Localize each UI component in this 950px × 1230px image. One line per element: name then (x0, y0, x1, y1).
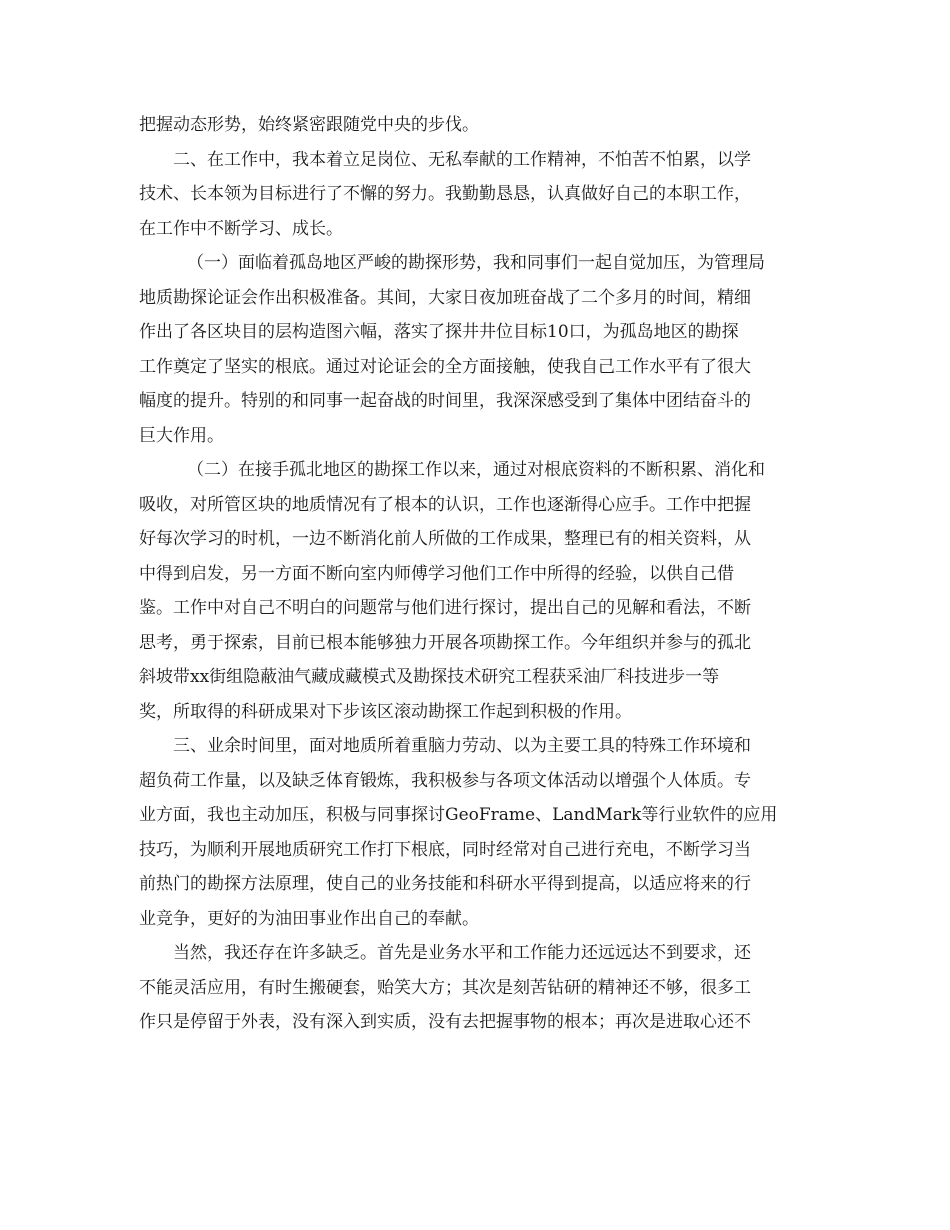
text-line: 幅度的提升。特别的和同事一起奋战的时间里，我深深感受到了集体中团结奋斗的 (139, 391, 751, 411)
text-line: 地质勘探论证会作出积极准备。其间，大家日夜加班奋战了二个多月的时间，精细 (139, 287, 751, 308)
paragraph-4-start: 当然，我还存在许多缺乏。首先是业务水平和工作能力还远远达不到要求，还 (173, 943, 751, 963)
text-line: 技术、长本领为目标进行了不懈的努力。我勤勤恳恳，认真做好自己的本职工作， (139, 184, 751, 204)
text-line: 作只是停留于外表，没有深入到实质，没有去把握事物的根本；再次是进取心还不 (139, 1012, 751, 1032)
paragraph-2-start: 二、在工作中，我本着立足岗位、无私奉献的工作精神，不怕苦不怕累，以学 (173, 149, 751, 170)
text-line: 工作奠定了坚实的根底。通过对论证会的全方面接触，使我自己工作水平有了很大 (139, 356, 751, 377)
text-line: 在工作中不断学习、成长。 (139, 218, 343, 239)
paragraph-3-start: 三、业余时间里，面对地质所着重脑力劳动、以为主要工具的特殊工作环境和 (173, 736, 751, 756)
text-line: 斜坡带xx街组隐蔽油气藏成藏模式及勘探技术研究工程获采油厂科技进步一等 (139, 667, 720, 687)
text-line: 鉴。工作中对自己不明白的问题常与他们进行探讨，提出自己的见解和看法，不断 (139, 598, 751, 618)
text-line: 吸收，对所管区块的地质情况有了根本的认识，工作也逐渐得心应手。工作中把握 (139, 494, 751, 515)
document-body (139, 108, 814, 1040)
text-line: 中得到启发，另一方面不断向室内师傅学习他们工作中所得的经验，以供自己借 (139, 563, 734, 584)
text-line: 好每次学习的时机，一边不断消化前人所做的工作成果，整理已有的相关资料，从 (139, 529, 751, 549)
subsection-2-start: （二）在接手孤北地区的勘探工作以来，通过对根底资料的不断积累、消化和 (187, 460, 765, 480)
text-line: 业方面，我也主动加压，积极与同事探讨GeoFrame、LandMark等行业软件的应用 (139, 805, 778, 825)
text-line: 奖，所取得的科研成果对下步该区滚动勘探工作起到积极的作用。 (139, 701, 632, 722)
text-line: 超负荷工作量，以及缺乏体育锻炼，我积极参与各项文体活动以增强个人体质。专 (139, 770, 751, 791)
text-line: 把握动态形势，始终紧密跟随党中央的步伐。 (139, 115, 479, 135)
text-line: 作出了各区块目的层构造图六幅，落实了探井井位目标10口，为孤岛地区的勘探 (139, 322, 739, 342)
text-line: 前热门的勘探方法原理，使自己的业务技能和科研水平得到提高，以适应将来的行 (139, 874, 751, 894)
text-line: 巨大作用。 (139, 425, 224, 446)
subsection-1-start: （一）面临着孤岛地区严峻的勘探形势，我和同事们一起自觉加压，为管理局 (187, 253, 765, 273)
text-line: 业竞争，更好的为油田事业作出自己的奉献。 (139, 908, 479, 929)
text-line: 技巧，为顺利开展地质研究工作打下根底，同时经常对自己进行充电，不断学习当 (139, 839, 751, 860)
text-line: 思考，勇于探索，目前已根本能够独力开展各项勘探工作。今年组织并参与的孤北 (139, 632, 751, 653)
text-line: 不能灵活应用，有时生搬硬套，贻笑大方；其次是刻苦钻研的精神还不够，很多工 (139, 977, 751, 998)
